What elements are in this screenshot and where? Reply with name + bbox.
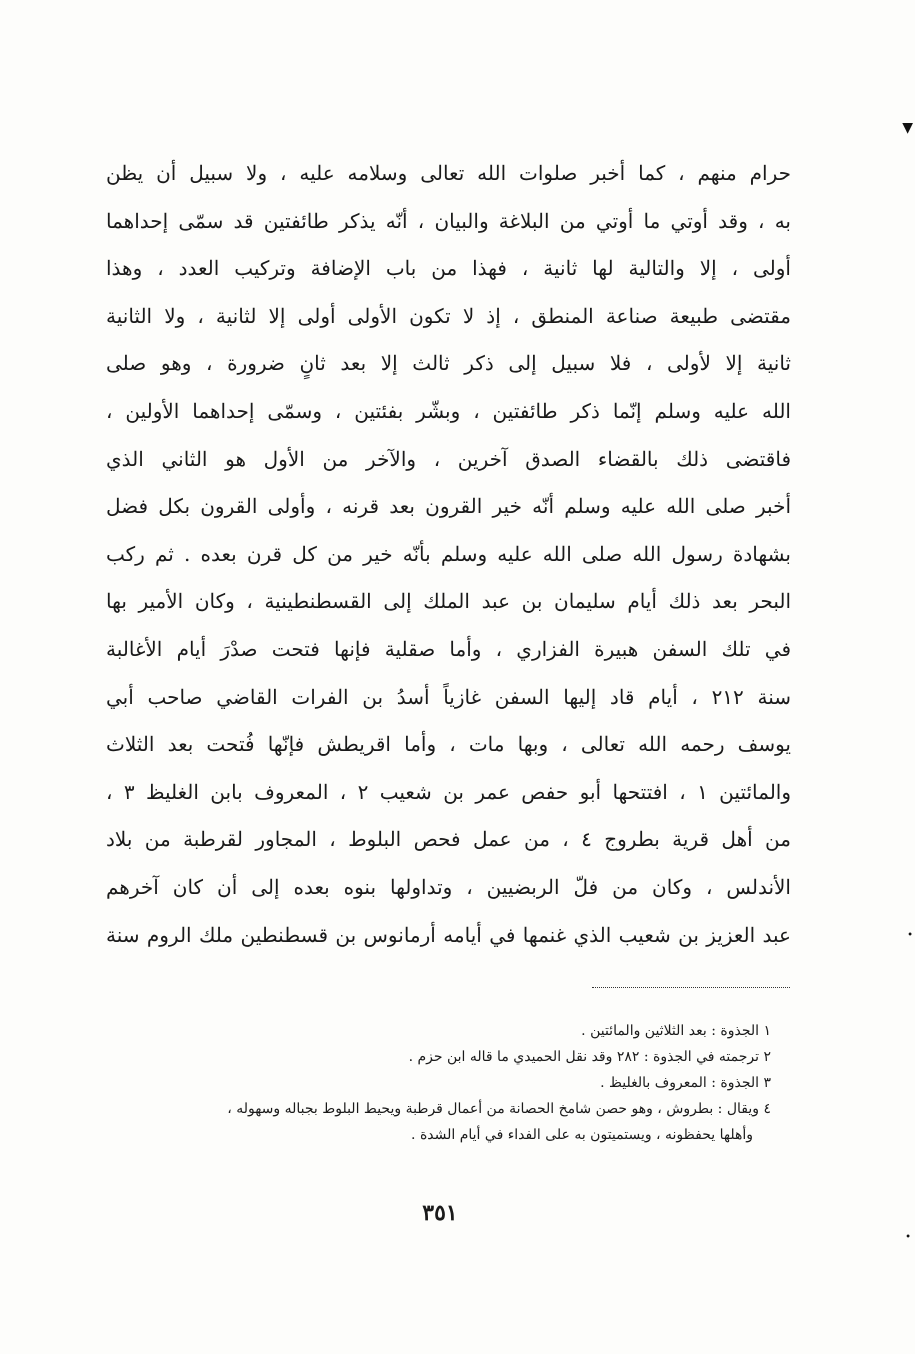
margin-dot-icon: • [905,1232,911,1243]
text-line: به ، وقد أوتي ما أوتي من البلاغة والبيان ، أنّه يذكر طائفتين قد سمّى إحداهما [106,208,791,233]
text-line: الله عليه وسلم إنّما ذكر طائفتين ، وبشّر بفئتين ، وسمّى إحداهما الأولين ، [106,398,791,423]
text-line: سنة ٢١٢ ، أيام قاد إليها السفن غازياً أسدُ بن الفرات القاضي صاحب أبي [106,684,791,709]
text-line: الأندلس ، وكان من فلّ الربضيين ، وتداولها بنوه بعده إلى أن كان آخرهم [106,874,791,899]
text-line: في تلك السفن هبيرة الفزاري ، وأما صقلية فإنها فتحت صدْرَ أيام الأغالبة [106,636,791,661]
page-number: ٣٥١ [422,1200,458,1226]
footnote-1: ١ الجذوة : بعد الثلاثين والمائتين . [581,1023,771,1039]
text-line: عبد العزيز بن شعيب الذي غنمها في أيامه أرمانوس بن قسطنطين ملك الروم سنة [106,922,791,947]
footnote-3: ٣ الجذوة : المعروف بالغليظ . [600,1075,771,1091]
footnotes [106,1018,771,1148]
text-line: من أهل قرية بطروج ٤ ، من عمل فحص البلوط ، المجاور لقرطبة من بلاد [106,827,791,852]
margin-arrow-icon: ▼ [902,120,913,136]
text-line: ثانية إلا لأولى ، فلا سبيل إلى ذكر ثالث إلا بعد ثانٍ ضرورة ، وهو صلى [106,351,791,376]
footnote-separator [592,987,790,988]
main-text-block [106,150,791,959]
text-line: حرام منهم ، كما أخبر صلوات الله تعالى وسلامه عليه ، ولا سبيل أن يظن [106,161,791,185]
margin-dot-icon: • [907,930,913,941]
footnote-4: ٤ ويقال : بطروش ، وهو حصن شامخ الحصانة من أعمال قرطبة ويحيط البلوط بجباله وسهوله ، [227,1101,771,1117]
text-line: أولى ، إلا والتالية لها ثانية ، فهذا من باب الإضافة وتركيب العدد ، وهذا [106,256,791,281]
text-line: بشهادة رسول الله صلى الله عليه وسلم بأنّه خير من كل قرن بعده . ثم ركب [106,541,791,566]
footnote-2: ٢ ترجمته في الجذوة : ٢٨٢ وقد نقل الحميدي ما قاله ابن حزم . [408,1049,771,1065]
text-line: فاقتضى ذلك بالقضاء الصدق آخرين ، والآخر من الأول هو الثاني الذي [106,446,791,471]
footnote-4-continuation: وأهلها يحفظونه ، ويستميتون به على الفداء في أيام الشدة . [411,1127,753,1143]
text-line: والمائتين ١ ، افتتحها أبو حفص عمر بن شعيب ٢ ، المعروف بابن الغليظ ٣ ، [106,779,791,804]
text-line: البحر بعد ذلك أيام سليمان بن عبد الملك إلى القسطنطينية ، وكان الأمير بها [106,589,791,614]
text-line: مقتضى طبيعة صناعة المنطق ، إذ لا تكون الأولى أولى إلا لثانية ، ولا الثانية [106,303,791,328]
text-line: أخبر صلى الله عليه وسلم أنّه خير القرون بعد قرنه ، وأولى القرون بكل فضل [106,494,791,519]
text-line: يوسف رحمه الله تعالى ، وبها مات ، وأما اقريطش فإنّها فُتحت بعد الثلاث [106,732,791,757]
